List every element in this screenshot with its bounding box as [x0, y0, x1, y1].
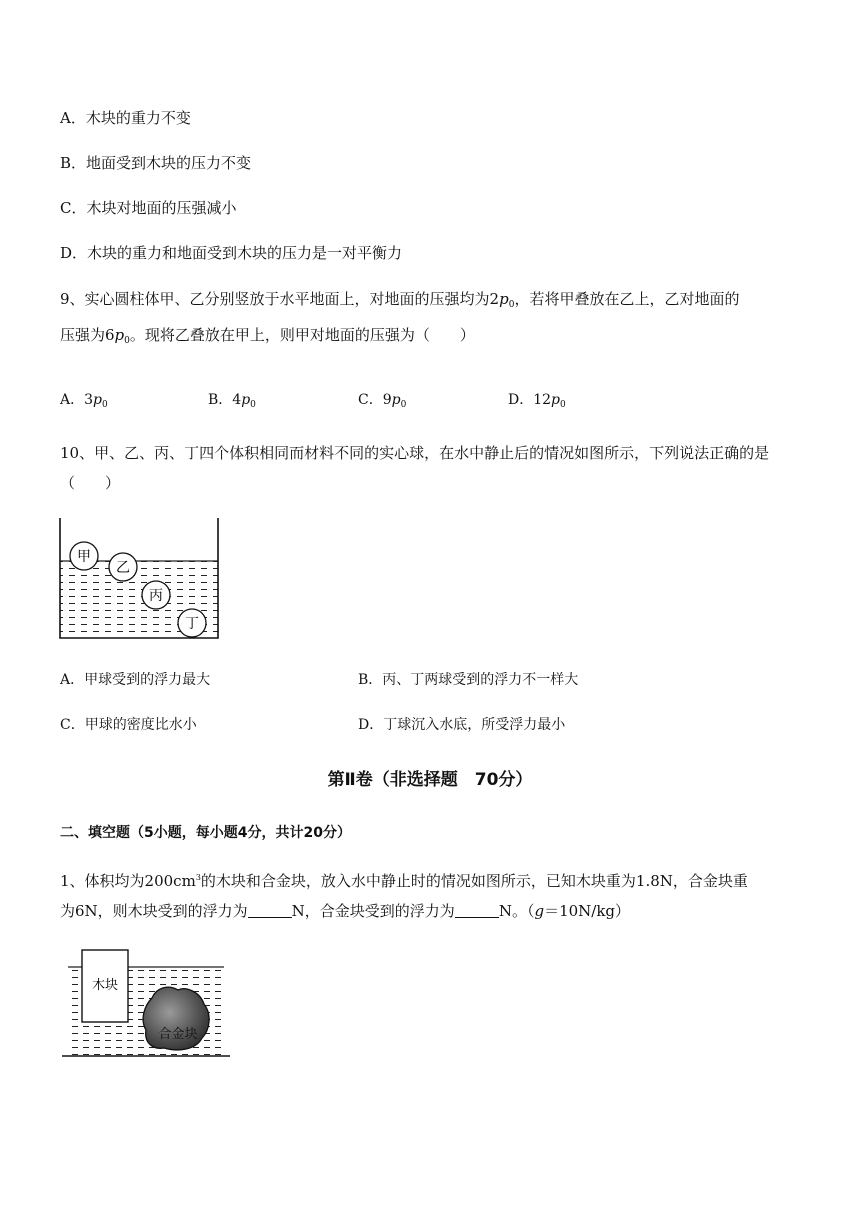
- svg-text:丁: 丁: [185, 616, 199, 632]
- ball-bing: [142, 581, 170, 609]
- ball-yi: [109, 553, 137, 581]
- q10-option-b: B．丙、丁两球受到的浮力不一样大: [358, 672, 579, 688]
- q9-option-d: D．$12p_0$: [508, 392, 566, 410]
- ball-ding: [178, 609, 206, 637]
- alloy-block: [143, 987, 209, 1050]
- wood-block: [82, 950, 128, 1022]
- part2-title: 第Ⅱ卷（非选择题 70分）: [327, 770, 533, 790]
- svg-text:木块: 木块: [91, 978, 119, 993]
- q8-option-a: A．木块的重力不变: [60, 109, 191, 127]
- q8-option-b: B．地面受到木块的压力不变: [60, 154, 252, 172]
- svg-text:乙: 乙: [116, 560, 130, 576]
- fill1-stem: 1、体积均为$200cm^3$的木块和合金块，放入水中静止时的情况如图所示，已知木块重为1.8N，合金块重 为6N，则木块受到的浮力为 N，合金块受到的浮力为 N。（g＝10N/kg）: [60, 872, 748, 920]
- q10-stem: 10、甲、乙、丙、丁四个体积相同而材料不同的实心球，在水中静止后的情况如图所示，下列说法正确的是（ ）: [60, 444, 770, 492]
- answer-blank-2[interactable]: [455, 903, 499, 918]
- q10-option-c: C．甲球的密度比水小: [60, 717, 197, 733]
- q10-option-a: A．甲球受到的浮力最大: [60, 672, 211, 688]
- q10-option-d: D．丁球沉入水底，所受浮力最小: [358, 717, 566, 733]
- svg-text:合金块: 合金块: [158, 1027, 198, 1042]
- fill1-figure: [60, 946, 232, 1062]
- fill-section-heading: 二、填空题（5小题，每小题4分，共计20分）: [60, 825, 351, 841]
- svg-text:甲: 甲: [77, 549, 91, 565]
- q8-option-d: D．木块的重力和地面受到木块的压力是一对平衡力: [60, 244, 403, 262]
- q9-option-a: A．$3p_0$: [60, 392, 108, 410]
- svg-text:丙: 丙: [149, 588, 163, 604]
- q8-option-c: C．木块对地面的压强减小: [60, 199, 237, 217]
- q9-option-b: B．$4p_0$: [208, 392, 256, 410]
- q9-option-c: C．$9p_0$: [358, 392, 407, 410]
- ball-jia: [70, 542, 98, 570]
- q9-stem: 9、实心圆柱体甲、乙分别竖放于水平地面上，对地面的压强均为$2p_0$，若将甲叠放在乙上，乙对地面的 压强为$6p_0$。现将乙叠放在甲上，则甲对地面的压强为（ ）: [60, 290, 740, 346]
- answer-blank-1[interactable]: [248, 903, 292, 918]
- q10-balls-figure: [56, 516, 224, 644]
